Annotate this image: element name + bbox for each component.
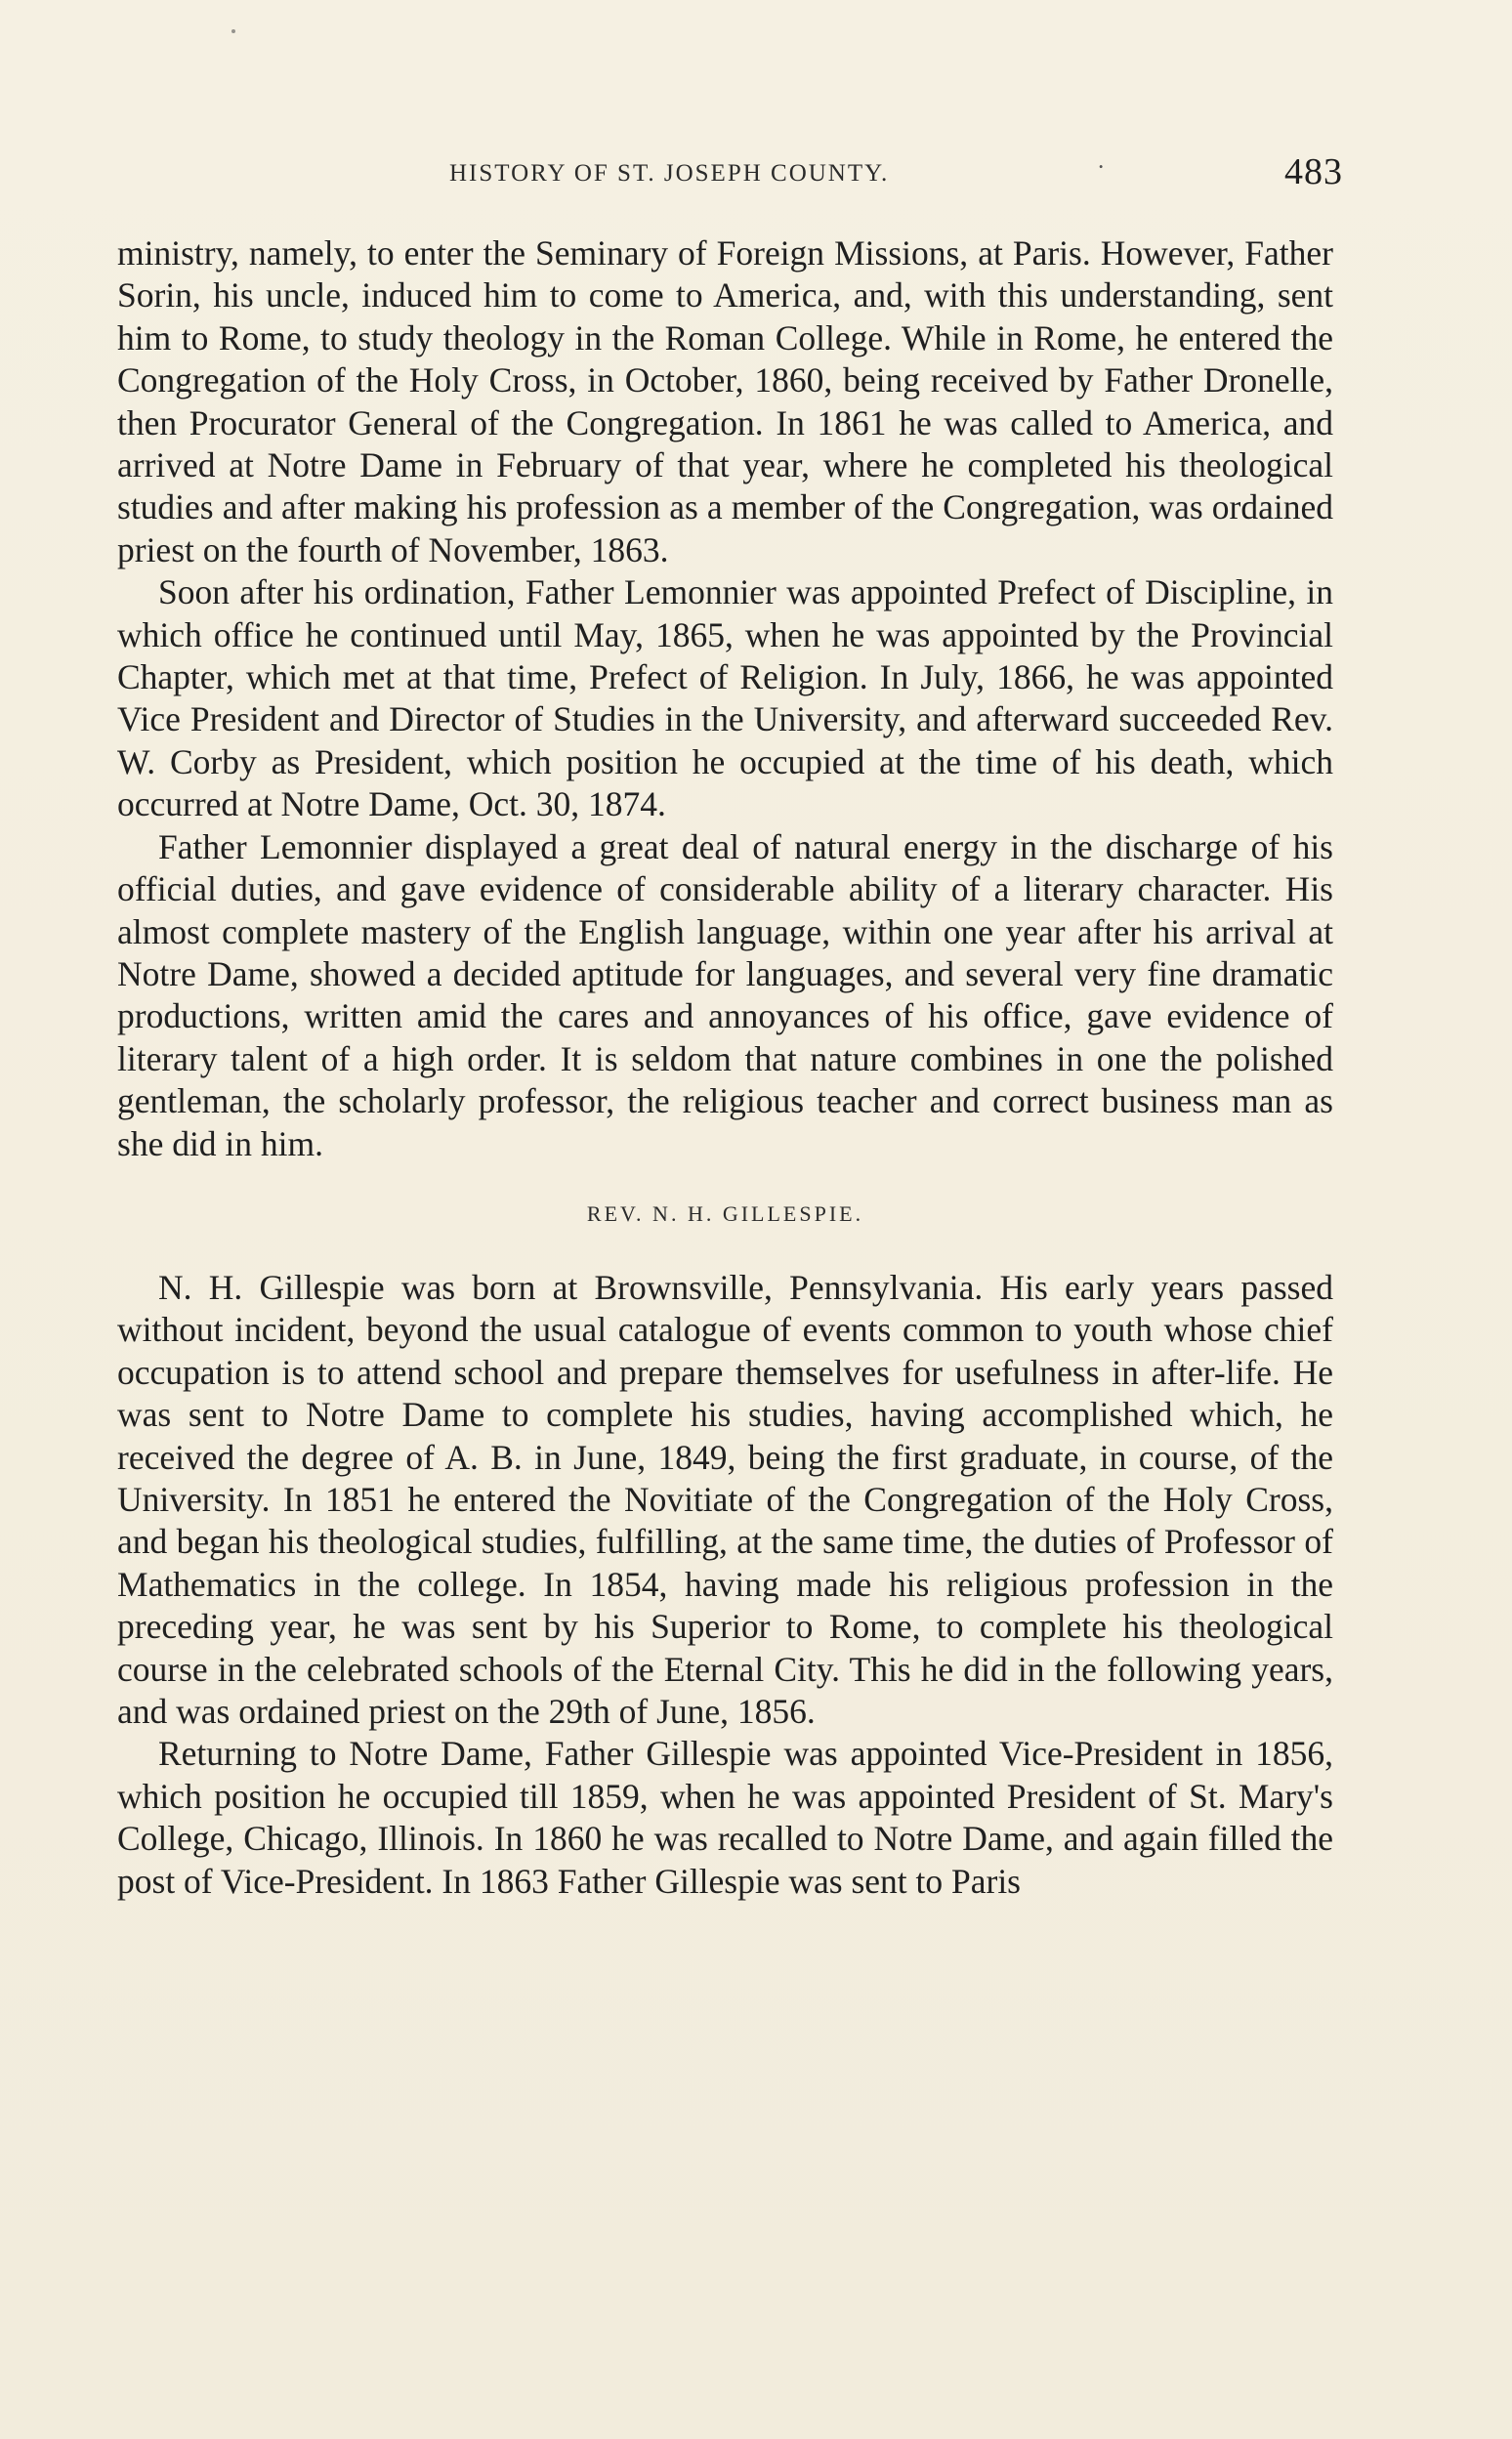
header-separator: · [1097, 154, 1106, 181]
running-head [117, 151, 1343, 193]
page-number: 483 [1284, 151, 1343, 192]
paper-speck [231, 29, 235, 33]
paragraph-gillespie-return: Returning to Notre Dame, Father Gillespie was appointed Vice-President in 1856, which position he occupied till 1859, when he was appointed President of St. Mary's College, Chicago, Illinois. In 1860 he was recalled to Notre Dame, and again filled the post of Vice-President. In 1863 Father Gillespie was sent to Paris [117, 1734, 1333, 1901]
paragraph-lemonnier-character: Father Lemonnier displayed a great deal of natural energy in the discharge of his official duties, and gave evidence of considerable ability of a literary character. His almost complete mastery of the English language, within one year after his arrival at Notre Dame, showed a decided aptitude for languages, and several very fine dramatic productions, written amid the cares and annoyances of his office, gave evidence of literary talent of a high order. It is seldom that nature combines in one the polished gentleman, the scholarly professor, the religious teacher and correct business man as she did in him. [117, 826, 1333, 1163]
paragraph-lemonnier-ministry: ministry, namely, to enter the Seminary of Foreign Missions, at Paris. However, Father Sorin, his uncle, induced him to come to America, and, with this understanding, sent him to Rome, to study theology in the Roman College. While in Rome, he entered the Congregation of the Holy Cross, in October, 1860, being received by Father Dronelle, then Procurator General of the Congregation. In 1861 he was called to America, and arrived at Notre Dame in February of that year, where he completed his theological studies and after making his profession as a member of the Congregation, was ordained priest on the fourth of November, 1863. [117, 233, 1333, 569]
running-title: HISTORY OF ST. JOSEPH COUNTY. [449, 160, 890, 187]
paragraph-gillespie-early-life: N. H. Gillespie was born at Brownsville, Pennsylvania. His early years passed without incident, beyond the usual catalogue of events common to youth whose chief occupation is to attend school and prepare themselves for usefulness in after-life. He was sent to Notre Dame to complete his studies, having accomplished which, he received the degree of A. B. in June, 1849, being the first graduate, in course, of the University. In 1851 he entered the Novitiate of the Congregation of the Holy Cross, and began his theological studies, fulfilling, at the same time, the duties of Professor of Mathematics in the college. In 1854, having made his religious profession in the preceding year, he was sent by his Superior to Rome, to complete his theological course in the celebrated schools of the Eternal City. This he did in the following years, and was ordained priest on the 29th of June, 1856. [117, 1267, 1333, 1731]
paragraph-lemonnier-ordination: Soon after his ordination, Father Lemonnier was appointed Prefect of Discipline, in which office he continued until May, 1865, when he was appointed by the Provincial Chapter, which met at that time, Prefect of Religion. In July, 1866, he was appointed Vice President and Director of Studies in the University, and afterward succeeded Rev. W. Corby as President, which position he occupied at the time of his death, which occurred at Notre Dame, Oct. 30, 1874. [117, 572, 1333, 824]
section-heading: REV. N. H. GILLESPIE. [586, 1200, 864, 1226]
body-text [117, 232, 1333, 1903]
